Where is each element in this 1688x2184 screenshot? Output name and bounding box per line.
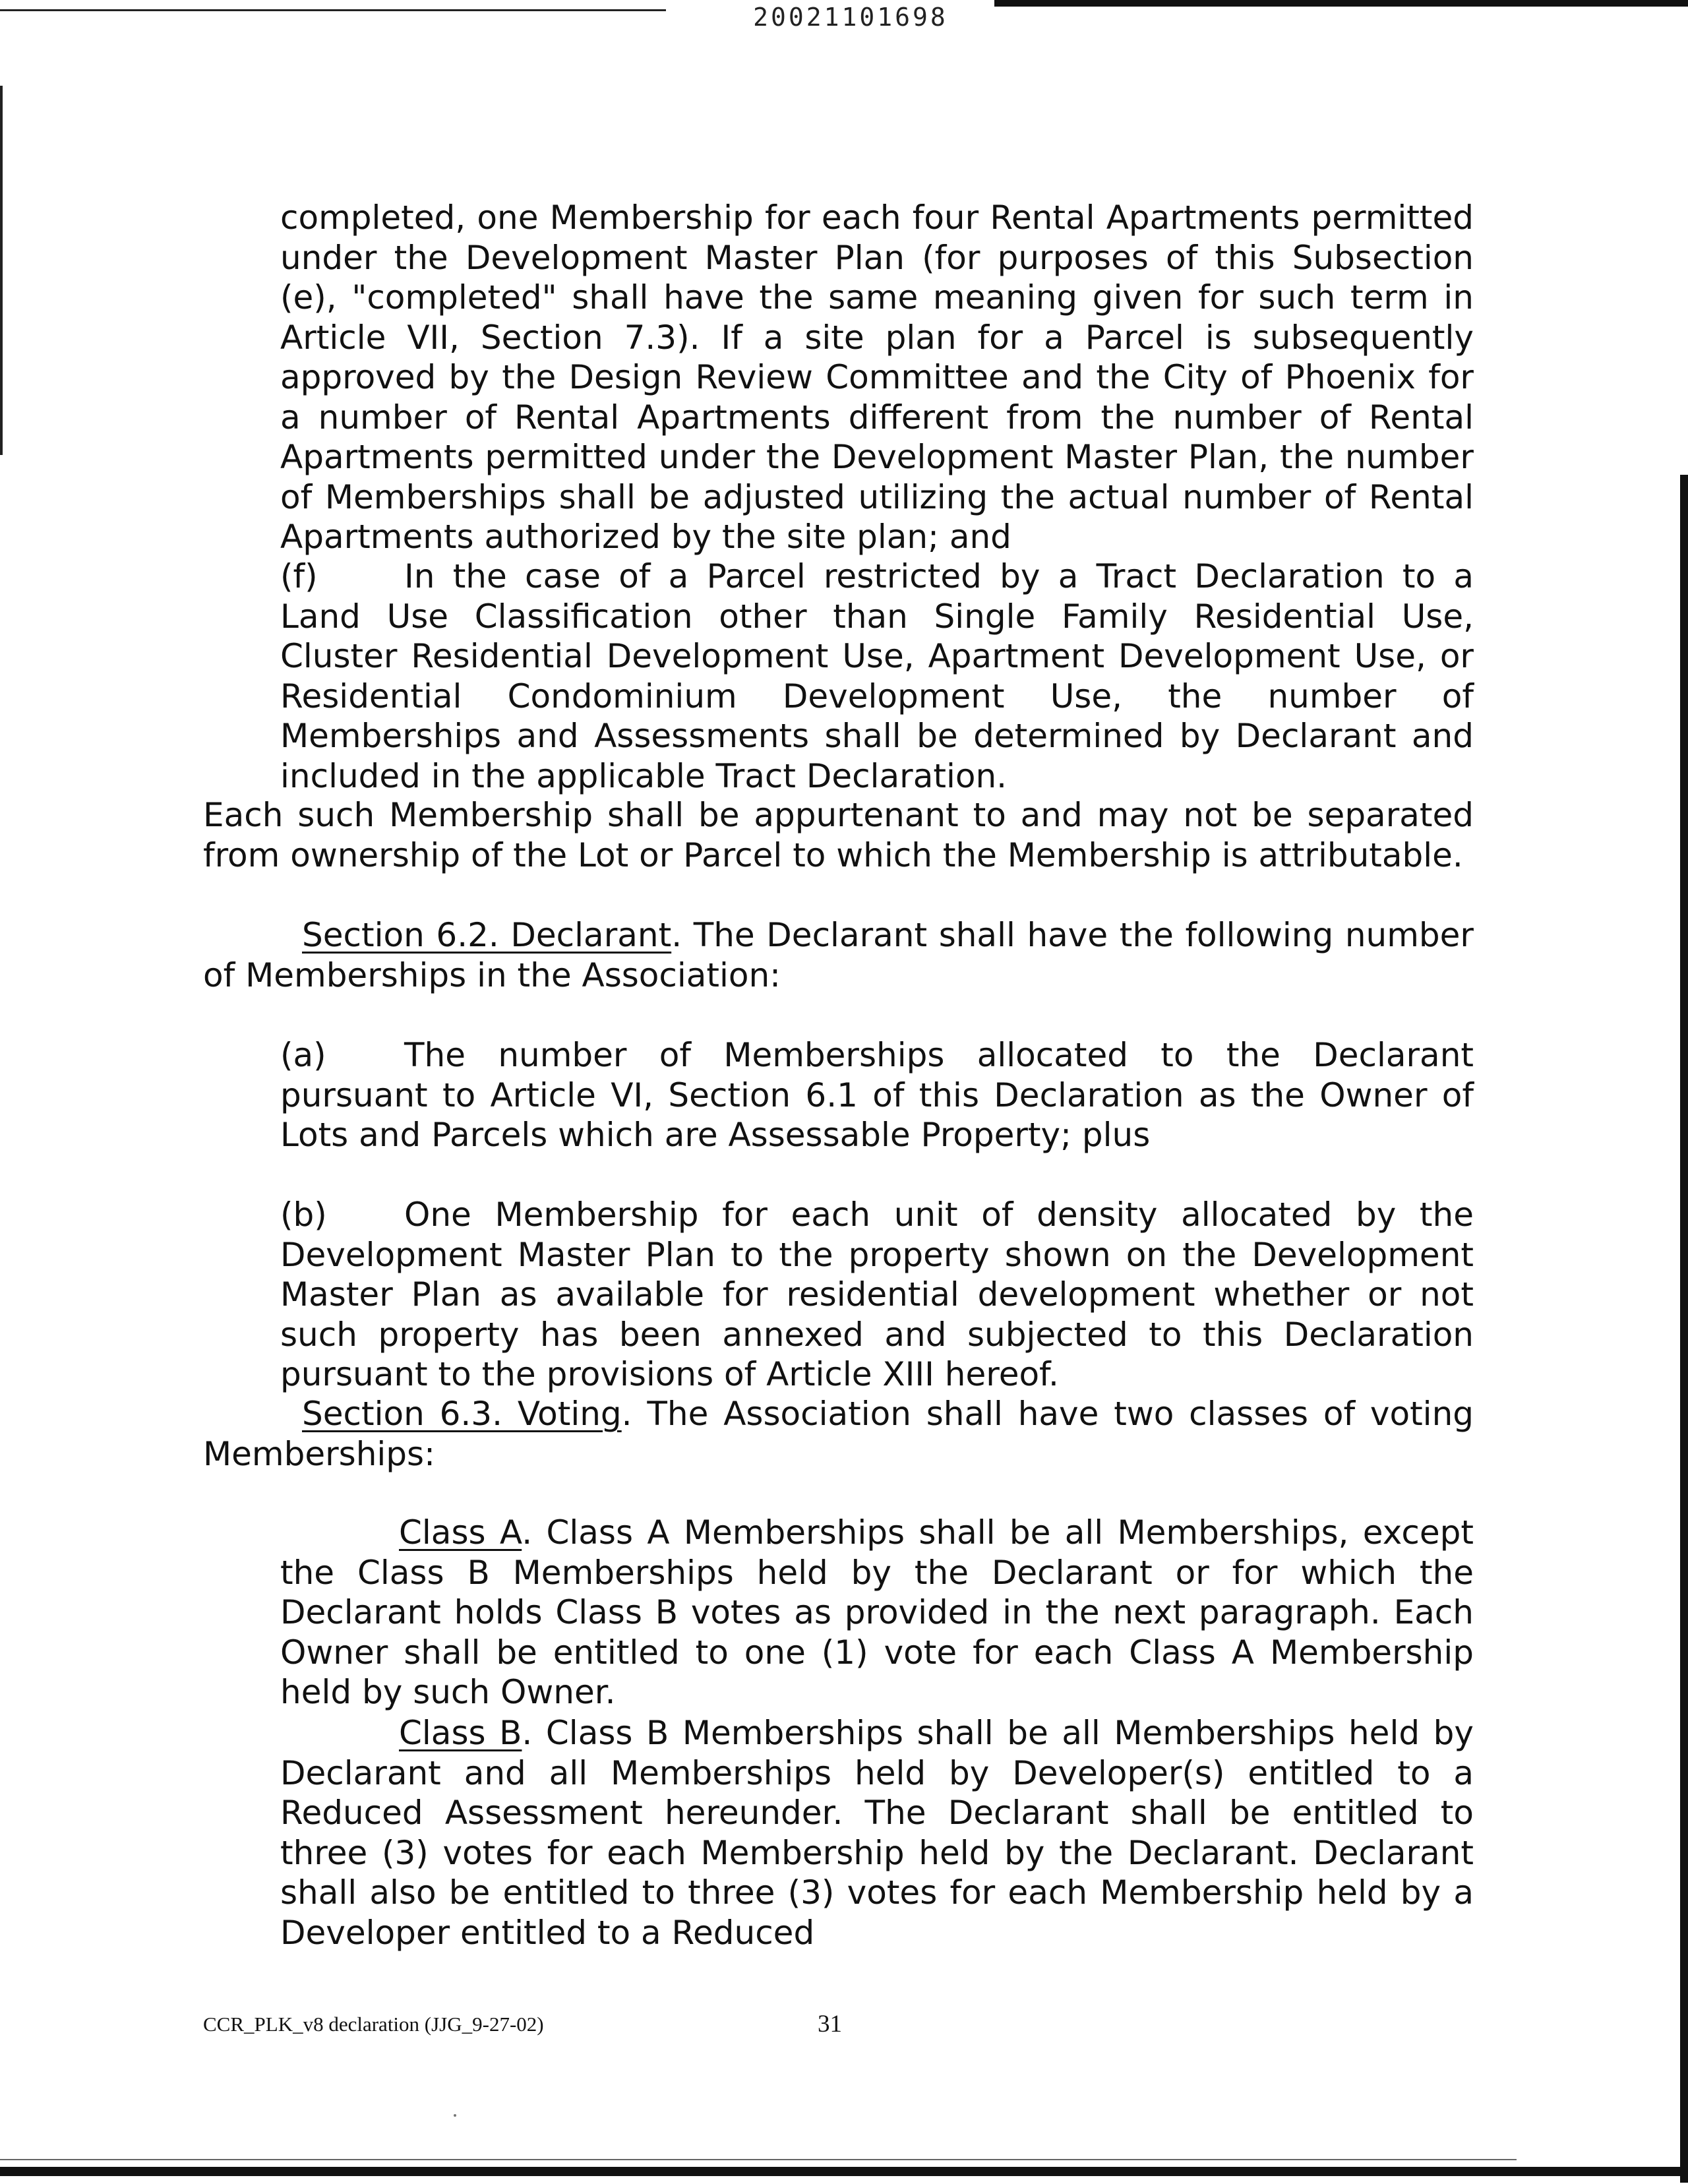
paragraph-appurtenant: Each such Membership shall be appurtenant to and may not be separated from ownership of the Lot or Parcel to which the Membership is attributable. (203, 796, 1474, 874)
class-a-heading: Class A (399, 1513, 522, 1552)
section-6-2-intro: . The Declarant shall have the following number of Memberships in the Association: (203, 916, 1474, 994)
item-label-f: (f) (280, 557, 318, 595)
footer-document-id: CCR_PLK_v8 declaration (JJG_9-27-02) (203, 2013, 544, 2036)
paragraph-continued-e: completed, one Membership for each four Rental Apartments permitted under the Development Master Plan (for purposes of this Subsection (e), "completed" shall have the same meaning given for such term in Article VII, Section 7.3). If a site plan for a Parcel is subsequently approved by the Design Review Committee and the City of Phoenix for a number of Rental Apartments different from the number of Rental Apartments permitted under the Development Master Plan, the number of Memberships shall be adjusted utilizing the actual number of Rental Apartments authorized by the site plan; and (280, 198, 1474, 556)
item-label-b: (b) (280, 1196, 327, 1234)
scan-border-left (0, 86, 3, 455)
paragraph-a (280, 1035, 1474, 1155)
item-text-b: One Membership for each unit of density allocated by the Development Master Plan to the property shown on the Development Master Plan as available for residential development whether or not such property has been annexed and subjected to this Declaration pursuant to the provisions of Article XIII hereof. (280, 1196, 1474, 1393)
class-a-text: . Class A Memberships shall be all Memberships, except the Class B Memberships held by the Declarant or for which the Declarant holds Class B votes as provided in the next paragraph. Each Owner shall be entitled to one (1) vote for each Class A Membership held by such Owner. (280, 1513, 1474, 1711)
item-text-a: The number of Memberships allocated to the Declarant pursuant to Article VI, Section 6.1 of this Declaration as the Owner of Lots and Parcels which are Assessable Property; plus (280, 1036, 1474, 1154)
class-b-paragraph (280, 1713, 1474, 1953)
section-6-3-intro: . The Association shall have two classes of voting Memberships: (203, 1395, 1474, 1473)
section-6-2-heading: Section 6.2. Declarant (302, 916, 672, 954)
scan-border-bottom-thin (0, 2159, 1517, 2160)
scan-border-bottom (0, 2167, 1688, 2176)
section-6-3-heading: Section 6.3. Voting (302, 1395, 622, 1433)
section-6-2-paragraph (203, 915, 1474, 995)
paragraph-f (280, 557, 1474, 796)
scan-border-top-right (994, 0, 1688, 7)
scan-border-top-left (0, 9, 666, 11)
class-b-heading: Class B (399, 1714, 522, 1752)
scan-speck (454, 2114, 456, 2117)
class-b-text: . Class B Memberships shall be all Memberships held by Declarant and all Memberships held by Developer(s) entitled to a Reduced Assessment hereunder. The Declarant shall be entitled to three (3) votes for each Membership held by the Declarant. Declarant shall also be entitled to three (3) votes for each Membership held by a Developer entitled to a Reduced (280, 1714, 1474, 1952)
paragraph-b (280, 1195, 1474, 1395)
item-text-f: In the case of a Parcel restricted by a Tract Declaration to a Land Use Classification other than Single Family Residential Use, Cluster Residential Development Use, Apartment Development Use, or Residential Condominium Development Use, the number of Memberships and Assessments shall be determined by Declarant and included in the applicable Tract Declaration. (280, 557, 1474, 795)
recording-number-stamp: 20021101698 (753, 3, 948, 32)
item-label-a: (a) (280, 1036, 326, 1074)
section-6-3-paragraph (203, 1394, 1474, 1474)
scan-border-right (1680, 475, 1688, 2183)
class-a-paragraph (280, 1513, 1474, 1713)
footer-page-number: 31 (818, 2011, 842, 2038)
